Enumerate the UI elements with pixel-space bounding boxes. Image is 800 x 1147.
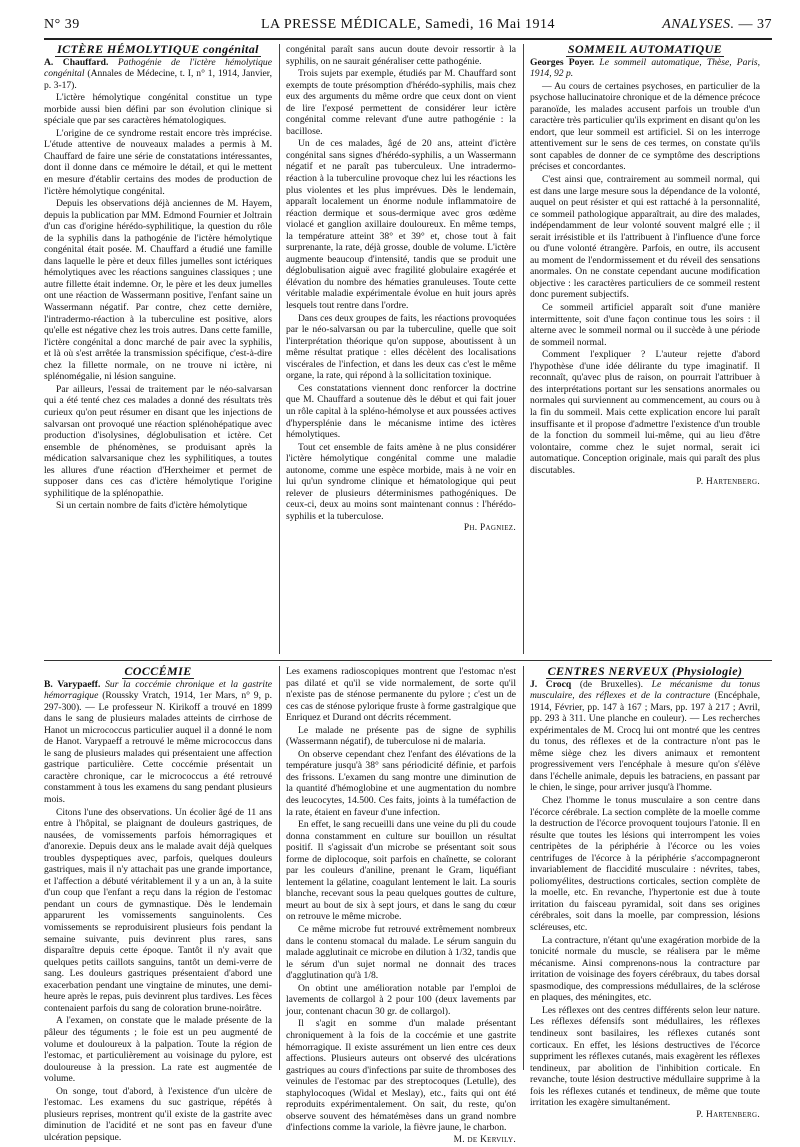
paragraph: Ce même microbe fut retrouvé extrêmement nombreux dans le contenu stomacal du malade. Le sérum sanguin du malade agglutinait ce microbe en dilution à 1/32, tandis que le sérum d'un sujet normal ne donnait des traces d'agglutination qu'à 1/8. <box>286 924 516 982</box>
paragraph: La contracture, n'étant qu'une exagération morbide de la tonicité normale du muscle, se réalisera par le même mécanisme. Ainsi comprenons-nous la contracture par irritation de voisinage des foyers cérébraux, du tabes dorsal spasmodique, des compressions médullaires, de la sclérose en plaques, des méningites, etc. <box>530 934 760 1004</box>
section-name: ANALYSES. <box>662 17 735 32</box>
section-title-centres-nerveux: CENTRES NERVEUX (Physiologie) <box>547 664 743 678</box>
signature-pagniez: Ph. Pagniez. <box>463 523 516 534</box>
section-title-ictere: ICTÈRE HÉMOLYTIQUE congénital <box>57 42 259 56</box>
article-coccemie-col1 <box>44 666 272 1144</box>
article-centres-nerveux <box>530 666 760 1122</box>
ref-chauffard: A. Chauffard. Pathogénie de l'ictère hémolytique congénital (Annales de Médecine, t. I, n° 1, 1914, Janvier, p. 3-17). <box>44 56 272 91</box>
signature-kervily: M. de Kervily. <box>453 1134 516 1145</box>
article-ictere-col1 <box>44 44 272 513</box>
paragraph: — Au cours de certaines psychoses, en particulier de la psychose hallucinatoire chronique et de la démence précoce paranoïde, les malades accusent parfois un trouble d'un caractère très particulier qu'ils expriment en disant qu'on les endort, que leur sommeil est artificiel. Si on les interroge attentivement sur le sens de ces termes, on constate qu'ils sont capables de donner de ce symptôme des descriptions précises et concordantes. <box>530 80 760 173</box>
column-divider <box>523 44 524 654</box>
article-coccemie-col2 <box>286 666 516 1147</box>
paragraph: Il s'agit en somme d'un malade présentant chroniquement à la fois de la coccémie et une gastrite hémorragique. Il existe assurément un lien entre ces deux affections. Plusieurs auteurs ont observé des ulcérations gastriques au cours d'infections par suite de thromboses des veinules de l'estomac par des streptocoques (Letulle), des staphylocoques (Widal et Meslay), etc., faits qui ont été reproduits expérimentalement. On sait, du reste, qu'on observe souvent des hématémèses dans un grand nombre d'infections comme la variole, la fièvre jaune, le charbon. <box>286 1018 516 1134</box>
article-ictere-col2 <box>286 44 516 536</box>
column-divider <box>523 666 524 1070</box>
paragraph: Le malade ne présente pas de signe de syphilis (Wassermann négatif), de tuberculose ni de malaria. <box>286 724 516 748</box>
column-divider <box>279 666 280 1070</box>
paragraph: Trois sujets par exemple, étudiés par M. Chauffard sont exempts de toute présomption d'hérédo-syphilis, mais chez eux des arguments du même ordre que ceux dont on vient de lire l'exposé permettent de considérer leur ictère congénital comme relevant d'une autre pathogénie : la bacillose. <box>286 68 516 137</box>
page-issue-number: N° 39 <box>44 17 80 32</box>
paragraph: Comment l'expliquer ? L'auteur rejette d'abord l'hypothèse d'une idée délirante du type imaginatif. Il reconnaît, qu'avec plus de raison, on pourrait l'attribuer à des interprétations portant sur les sensations anormales ou normales qui surviennent au commencement, au cours ou à la fin du sommeil. Mais cette explication encore lui paraît insuffisante et il propose d'admettre l'existence d'un trouble de la fonction du sommeil lui-même, qui au lieu d'être volontaire, comme chez le sujet normal, serait ici automatique. Conception originale, mais qui paraît des plus discutables. <box>530 349 760 476</box>
paragraph: Citons l'une des observations. Un écolier âgé de 11 ans entre à l'hôpital, se plaignant de douleurs gastriques, de nausées, de vomissements parfois hémorragiques et d'anorexie. Depuis deux ans le malade avait déjà quelques troubles dyspeptiques avec, parfois, quelques douleurs gastriques, mais il n'y attachait pas une grande importance, et l'affection a débuté véritablement il y a un an, à la suite d'un coup que l'enfant a reçu dans la région de l'estomac pendant un cours de gymnastique. Dès le lendemain apparurent les vomissements sanguinolents. Ces vomissements se reproduisirent plusieurs fois pendant la semaine suivante, puis devinrent plus rares, sans disparaître depuis cette époque. Tantôt il n'y avait que quelques petits caillots sanguins, tantôt un demi-verre de sang. Les douleurs gastriques présentaient d'abord une exacerbation pendant une vingtaine de minutes, une demi-heure après le repas, puis devinrent plus tardives. Les fèces contenaient parfois du sang de coloration brune-noirâtre. <box>44 806 272 1014</box>
section-title-coccemie: COCCÉMIE <box>124 664 192 678</box>
paragraph: Depuis les observations déjà anciennes de M. Hayem, depuis la publication par MM. Edmond Fournier et Joltrain d'un cas d'origine hérédo-syphilitique, la question du rôle de la syphilis dans la pathogénie de l'ictère hémolytique congénital était posée. M. Chauffard a étudié une famille dans laquelle le père et deux filles jumelles sont ictériques hémolytiques avec les réactions sanguines classiques ; une autre fillette était indemne. Or, le père et les deux jumelles ont une réaction de Wassermann positive, l'enfant saine un Wassermann négatif. Par contre, chez cette dernière, l'intradermo-réaction à la tuberculine est positive, alors qu'elle est négative chez les trois autres. Dans cette famille, l'ictère congénital a donc marché de pair avec la syphilis, et là où s'est arrêtée la transmission spécifique, c'est-à-dire chez la fillette normale, on ne trouve ni ictère, ni splénomégalie, ni lésion sanguine. <box>44 198 272 383</box>
header-rule <box>44 38 772 40</box>
paragraph: En effet, le sang recueilli dans une veine du pli du coude donna constamment en culture sur bouillon un résultat positif. Il s'agissait d'un microbe se présentant soit sous forme de diplocoque, soit parfois en chaînette, se colorant par les couleurs d'aniline, prenant le Gram, liquéfiant lentement la gélatine, coagulant lentement le lait. La souris blanche, recevant sous la peau quelques gouttes de culture, meurt au bout de six à sept jours, et dans le sang du cœur on retrouve le même microbe. <box>286 819 516 923</box>
paragraph: Un de ces malades, âgé de 20 ans, atteint d'ictère congénital sans signes d'hérédo-syphilis, a un Wassermann négatif et ne paraît pas tuberculeux. Une intradermo-réaction à la tuberculine provoque chez lui les réactions les plus violentes et les plus imprévues. Dès le lendemain, apparaît localement un énorme nodule inflammatoire de réaction dermique et sous-dermique avec gros œdème violacé et ganglion axillaire douloureux. En même temps, la température atteint 38° et 39° et, chose tout à fait surprenante, la rate, déjà grosse, double de volume. L'ictère augmente beaucoup d'intensité, tandis que se produit une déglobulisation aiguë avec fragilité globulaire exagérée et élévation du nombre des hématies granuleuses. Toute cette véritable maladie expérimentale évolue en huit jours après lesquels tout rentre dans l'ordre. <box>286 138 516 312</box>
signature-hartenberg: P. Hartenberg. <box>696 477 760 488</box>
ref-poyer: Georges Poyer. Le sommeil automatique, Thèse, Paris, 1914, 92 p. <box>530 56 760 80</box>
paragraph: C'est ainsi que, contrairement au sommeil normal, qui est dans une large mesure sous la dépendance de la volonté, auquel on peut résister et qui est rattaché à la personnalité, ce sommeil pathologique apparaîtrait, au dire des malades, indépendamment de leur volonté souvent malgré elle ; il serait irrésistible et ils l'attribuent à l'influence d'une force ou d'une volonté étrangère. Parfois, en outre, ils accusent au moment de l'endormissement et du réveil des sensations anormales. On ne constate cependant aucune modification objective : les caractères particuliers de ce sommeil restent donc purement subjectifs. <box>530 174 760 301</box>
paragraph: Tout cet ensemble de faits amène à ne plus considérer l'ictère hémolytique congénital comme une maladie autonome, comme une espèce morbide, mais à ne voir en lui qu'un syndrome clinique et hématologique qui peut relever de plusieurs déterminismes pathogéniques. De ceux-ci, deux au moins sont maintenant connus : l'hérédo-syphilis et la tuberculose. <box>286 441 516 522</box>
column-divider <box>279 44 280 654</box>
paragraph: L'origine de ce syndrome restait encore très imprécise. L'étude attentive de nouveaux malades a permis à M. Chauffard de faire une série de constatations intéressantes, dont il donne dans ce mémoire le détail, et qui le mettent en mesure d'établir certains des modes de production de l'ictère hémolytique congénital. <box>44 127 272 197</box>
signature-hartenberg-2: P. Hartenberg. <box>696 1109 760 1120</box>
paragraph: Les examens radioscopiques montrent que l'estomac n'est pas dilaté et qu'il se vide normalement, de sorte qu'il n'existe pas de sténose permanente du pylore ; c'est un de ces cas de sténose pylorique fruste à forme gastralgique que Enriquez et Durand ont décrits récemment. <box>286 666 516 724</box>
ref-varypaeff: B. Varypaeff. Sur la coccémie chronique et la gastrite hémorragique (Roussky Vratch, 1914, 1er Mars, n° 9, p. 297-300). — Le professeur N. Kirikoff a trouvé en 1899 dans le sang de plusieurs malades atteints de cirrhose de Hanot un micrococcus particulier auquel il a donné le nom de Hanot. Varypaeff a retrouvé le même micrococcus dans le sang de plusieurs malades qui présentaient une affection gastrique particulière. Cette coccémie présentait un caractère chronique, car le micrococcus a été retrouvé constamment à tous les examens du sang pendant plusieurs mois. <box>44 678 273 806</box>
article-sommeil <box>530 44 760 490</box>
paragraph: Dans ces deux groupes de faits, les réactions provoquées par le néo-salvarsan ou par la tuberculine, quelle que soit l'interprétation théorique qu'on suppose, aboutissent à un même résultat pratique : elles décèlent des localisations viscérales de l'infection, et dans les deux cas c'est le même organe, la rate, qui répond à la sollicitation toxinique. <box>286 312 516 382</box>
paragraph: Les réflexes ont des centres différents selon leur nature. Les réflexes défensifs sont médullaires, les réflexes tendineux sont basilaires, les réflexes cutanés sont corticaux. En effet, les lésions destructives de l'écorce suppriment les réflexes cutanés, mais exagèrent les réflexes tendineux, par abolition de l'inhibition corticale. En revanche, toute lésion destructive médullaire supprime à la fois les réflexes cutanés et tendineux, de même que toute irritation les exagère simultanément. <box>530 1004 760 1109</box>
journal-title: LA PRESSE MÉDICALE, Samedi, 16 Mai 1914 <box>260 17 556 32</box>
section-page-label <box>662 17 772 33</box>
paragraph: On observe cependant chez l'enfant des élévations de la température jusqu'à 38° sans périodicité définie, et parfois des frissons. L'examen du sang montre une diminution de la quantité d'hémoglobine et une augmentation du nombre des leucocytes, 14.500. Ces faits, joints à la tuméfaction de la rate, étaient en faveur d'une infection. <box>286 748 516 818</box>
paragraph: Ces constatations viennent donc renforcer la doctrine que M. Chauffard a soutenue dès le début et qui fait jouer un rôle capital à la spléno-hémolyse et aux poussées actives d'hypersplénie dans le mécanisme intime des ictères hémolytiques. <box>286 382 516 441</box>
paragraph: A l'examen, on constate que le malade présente de la pâleur des téguments ; le foie est un peu augmenté de volume et douloureux à la palpation. Toute la région de l'estomac, et particulièrement au voisinage du pylore, est douloureuse à la pression. La rate est augmentée de volume. <box>44 1015 272 1085</box>
band-separator <box>44 660 772 661</box>
paragraph: On obtint une amélioration notable par l'emploi de lavements de collargol à 2 pour 100 (deux lavements par jour, contenant chacun 30 gr. de collargol). <box>286 982 516 1017</box>
paragraph: congénital paraît sans aucun doute devoir ressortir à la syphilis, on ne saurait généraliser cette pathogénie. <box>286 44 516 67</box>
page-number: — 37 <box>738 17 772 32</box>
paragraph: Si un certain nombre de faits d'ictère hémolytique <box>56 500 248 512</box>
section-title-sommeil: SOMMEIL AUTOMATIQUE <box>567 42 723 56</box>
paragraph: Chez l'homme le tonus musculaire a son centre dans l'écorce cérébrale. La section complète de la moelle comme la destruction de l'écorce provoquent toujours l'atonie. Il en résulte que toutes les lésions qui interrompent les voies centripètes de la périphérie à l'écorce ou les voies centrifuges de l'écorce à la périphérie s'accompagneront invariablement de flaccidité musculaire : névrites, tabes, poliomyélites, destructions corticales, section complète de la moelle, etc. En revanche, l'hypertonie est due à toute irritation du faisceau pyramidal, soit dans ses origines cérébrales, soit dans la moelle, par compression, lésions scléreuses, etc. <box>530 795 760 934</box>
paragraph: Ce sommeil artificiel apparaît soit d'une manière intermittente, soit d'une façon continue tous les soirs : il alterne avec le sommeil normal ou il succède à une période de sommeil normal. <box>530 302 760 348</box>
paragraph: L'ictère hémolytique congénital constitue un type morbide aussi bien défini par son évolution clinique si spéciale que par ses caractères hématologiques. <box>44 92 272 127</box>
paragraph: On songe, tout d'abord, à l'existence d'un ulcère de l'estomac. Les examens du suc gastrique, répétés à plusieurs reprises, montrent qu'il existe de la gastrite avec diminution de l'acidité et ne sont pas en faveur d'une ulcération pepsique. <box>44 1085 272 1143</box>
paragraph: Par ailleurs, l'essai de traitement par le néo-salvarsan qui a été tenté chez ces malades a donné des résultats très curieux qu'on peut résumer en disant que les injections de salvarsan ont provoqué une réaction splénohépatique avec production d'isolysines, déglobulisation et ictère. Cet ensemble de phénomènes, se produisant après la médication salvarsanique chez les syphilitiques, a toutes les allures d'une réaction d'Herxheimer et permet de supposer dans ces cas d'ictère hémolytique l'origine syphilitique de la splénopathie. <box>44 383 272 499</box>
ref-crocq: J. Crocq (de Bruxelles). Le mécanisme du tonus musculaire, des réflexes et de la contracture (Encéphale, 1914, Février, pp. 147 à 167 ; Mars, pp. 197 à 217 ; Avril, pp. 293 à 311. Une planche en couleur). — Les recherches expérimentales de M. Crocq lui ont montré que les centres du tonus, des réflexes et de la contracture n'ont pas le même siège chez les divers animaux et remontent progressivement vers l'encéphale à mesure qu'on s'élève dans l'échelle animale, depuis les batraciens, en passant par le chien, le singe, pour arriver jusqu'à l'homme. <box>530 678 761 794</box>
running-header <box>44 14 772 36</box>
